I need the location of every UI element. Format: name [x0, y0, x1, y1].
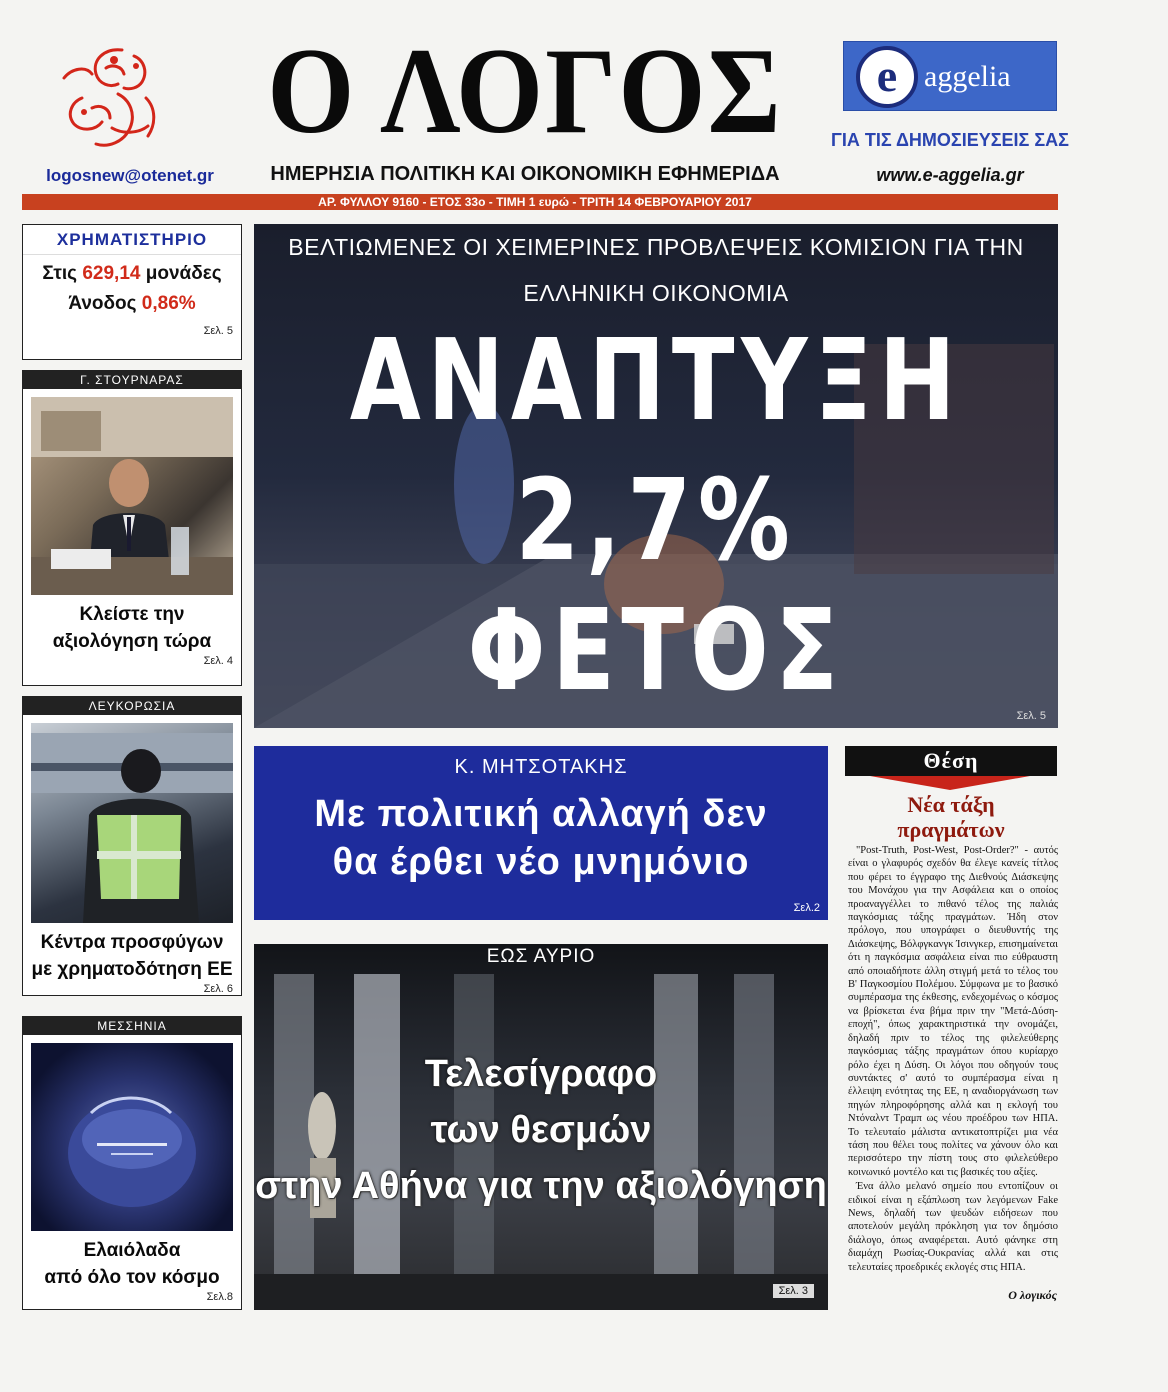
stock-index-prefix: Στις [42, 263, 78, 284]
messinia-headline-line1: Ελαιόλαδα [83, 1240, 181, 1261]
lead-headline-line2: 2,7% ΦΕΤΟΣ [467, 456, 845, 716]
messinia-photo [31, 1043, 233, 1231]
stournaras-page-ref: Σελ. 4 [203, 655, 233, 667]
opinion-title-line1: Νέα τάξη [907, 792, 995, 817]
stournaras-headline [23, 601, 241, 655]
opinion-tab: Θέση [845, 746, 1057, 776]
messinia-headline [23, 1237, 241, 1291]
issue-info: ΑΡ. ΦΥΛΛΟΥ 9160 - ΕΤΟΣ 33ο - ΤΙΜΗ 1 ευρώ - ΤΡΙΤΗ 14 ΦΕΒΡΟΥΑΡΙΟΥ 2017 [290, 194, 780, 210]
belarus-photo-icon [31, 723, 233, 923]
eaggelia-brand-word: aggelia [924, 60, 1011, 93]
stournaras-label: Γ. ΣΤΟΥΡΝΑΡΑΣ [23, 371, 241, 389]
stock-change-value: 0,86% [141, 293, 196, 314]
messinia-story-box[interactable] [22, 1016, 242, 1310]
opinion-body [848, 844, 1058, 1275]
eaggelia-logo-icon: e [856, 46, 918, 108]
belarus-headline [23, 929, 241, 983]
stock-market-box[interactable] [22, 224, 242, 360]
opinion-title [845, 792, 1057, 842]
eaggelia-caption: ΓΙΑ ΤΙΣ ΔΗΜΟΣΙΕΥΣΕΙΣ ΣΑΣ [831, 130, 1069, 150]
messinia-headline-line2: από όλο τον κόσμο [44, 1267, 220, 1288]
stock-market-label: ΧΡΗΜΑΤΙΣΤΗΡΙΟ [23, 225, 241, 255]
opinion-title-line2: πραγμάτων [897, 817, 1005, 842]
opinion-paragraph: "Post-Truth, Post-West, Post-Order?" - αυτός είναι ο γλαφυρός σχεδόν θα έλεγε κανείς τίτλος που φέρει το έγγραφο της Διεθνούς Διάσκεψης του Μονάχου για την Ασφάλεια και ο οποίος προαναγγέλλει το πιθανό τέλος της παλιάς παγκόσμιας τάξης πραγμάτων. Ήδη στον πρόλογο, που υπογράφει ο διευθυντής της Διάσκεψης, Βόλφγκανγκ Ίσινγκερ, επισημαίνεται ότι η παγκόσμια ασφάλεια είναι πιο εύθραυστη από οποιαδήποτε άλλη στιγμή μετά το τέλος του Β' Παγκοσμίου Πολέμου. Σύμφωνα με το βασικό συμπέρασμα της έκθεσης, ενδεχομένως ο κόσμος να βρίσκεται ένα βήμα πριν την "Μετά-Δύση-εποχή", όπως χαρακτηριστικά την ονομάζει, δηλαδή πριν το τέλος της φιλελεύθερης παγκόσμιας τάξης πραγμάτων όπου κυρίαρχο ρόλο έχει η Δύση. Οι λόγοι που οδηγούν τους συντάκτες σ' αυτό το συμπέρασμα είναι η έλλειψη ενότητας της ΕΕ, η αναδιοργάνωση των πηγών πληροφόρησης αλλά και η εκλογή του Ντόναλντ Τραμπ ως νέου προέδρου των ΗΠΑ. Το τελευταίο μάλιστα αντικατοπτρίζει μια νέα τάση που θέλει τους πολίτες να χάνουν όλο και περισσότερο την πίστη τους στο φιλελεύθερο κοινωνικό μοντέλο και τις βασικές του αξίες. [848, 845, 1058, 1178]
ultimatum-headline-line3: στην Αθήνα για την αξιολόγηση [255, 1165, 827, 1207]
ultimatum-headline-line2: των θεσμών [430, 1109, 652, 1151]
messinia-label: ΜΕΣΣΗΝΙΑ [23, 1017, 241, 1035]
stournaras-photo [31, 397, 233, 595]
mitsotakis-story[interactable] [254, 746, 828, 920]
ultimatum-story[interactable] [254, 944, 828, 1310]
stock-change-line [23, 293, 241, 315]
stock-index-line [23, 263, 241, 285]
mitsotakis-headline-line1: Με πολιτική αλλαγή δεν [314, 793, 768, 835]
eaggelia-url[interactable]: www.e-aggelia.gr [876, 165, 1024, 185]
mitsotakis-kicker: Κ. ΜΗΤΣΟΤΑΚΗΣ [454, 756, 628, 778]
mitsotakis-headline-line2: θα έρθει νέο μνημόνιο [332, 841, 750, 883]
stock-index-value: 629,14 [82, 263, 141, 284]
stournaras-headline-line1: Κλείστε την [79, 604, 185, 625]
stournaras-headline-line2: αξιολόγηση τώρα [52, 631, 212, 652]
stock-change-prefix: Άνοδος [68, 293, 137, 314]
stock-page-ref: Σελ. 5 [203, 325, 233, 337]
belarus-headline-line2: με χρηματοδότηση ΕΕ [31, 959, 233, 980]
ultimatum-headline [254, 1046, 828, 1214]
opinion-signature: Ο λογικός [1008, 1288, 1057, 1302]
opinion-paragraph: Ένα άλλο μελανό σημείο που εντοπίζουν οι ειδικοί είναι η εξάπλωση των λεγόμενων Fake News, δηλαδή των ψευδών ειδήσεων που αποτελούν μεγάλη πρόκληση για τον δημόσιο διάλογο, όπως αναφέρεται. Αυτό φάνηκε στη διαμάχη Ρωσίας-Ουκρανίας αλλά και στις τελευταίες προεδρικές εκλογές στις ΗΠΑ. [848, 1181, 1058, 1273]
newspaper-logo-figures [52, 38, 172, 158]
mitsotakis-headline [254, 790, 828, 886]
olive-oil-bottle-icon [31, 1043, 233, 1231]
eaggelia-ad-banner[interactable] [843, 41, 1057, 111]
mitsotakis-page-ref: Σελ.2 [793, 902, 820, 914]
logo-figures-icon [52, 38, 172, 158]
ultimatum-headline-line1: Τελεσίγραφο [424, 1053, 658, 1095]
belarus-photo [31, 723, 233, 923]
belarus-story-box[interactable] [22, 696, 242, 996]
newspaper-title: Ο ΛΟΓΟΣ [267, 23, 783, 160]
belarus-label: ΛΕΥΚΟΡΩΣΙΑ [23, 697, 241, 715]
lead-headline-line1: ΑΝΑΠΤΥΞΗ [349, 316, 963, 446]
belarus-headline-line1: Κέντρα προσφύγων [40, 932, 224, 953]
messinia-page-ref: Σελ.8 [206, 1291, 233, 1303]
newspaper-tagline: ΗΜΕΡΗΣΙΑ ΠΟΛΙΤΙΚΗ ΚΑΙ ΟΙΚΟΝΟΜΙΚΗ ΕΦΗΜΕΡΙΔΑ [270, 163, 780, 185]
contact-email: logosnew@otenet.gr [46, 166, 214, 185]
stock-index-suffix: μονάδες [145, 263, 222, 284]
lead-kicker: ΒΕΛΤΙΩΜΕΝΕΣ ΟΙ ΧΕΙΜΕΡΙΝΕΣ ΠΡΟΒΛΕΨΕΙΣ ΚΟΜΙΣΙΟΝ ΓΙΑ ΤΗΝ ΕΛΛΗΝΙΚΗ ΟΙΚΟΝΟΜΙΑ [288, 234, 1024, 306]
lead-page-ref: Σελ. 5 [1016, 710, 1046, 722]
ultimatum-page-ref: Σελ. 3 [773, 1284, 814, 1298]
belarus-page-ref: Σελ. 6 [203, 983, 233, 995]
stournaras-photo-icon [31, 397, 233, 595]
lead-story[interactable] [254, 224, 1058, 728]
ultimatum-kicker: ΕΩΣ ΑΥΡΙΟ [486, 946, 596, 967]
opinion-arrow-icon [870, 776, 1030, 790]
stournaras-story-box[interactable] [22, 370, 242, 686]
